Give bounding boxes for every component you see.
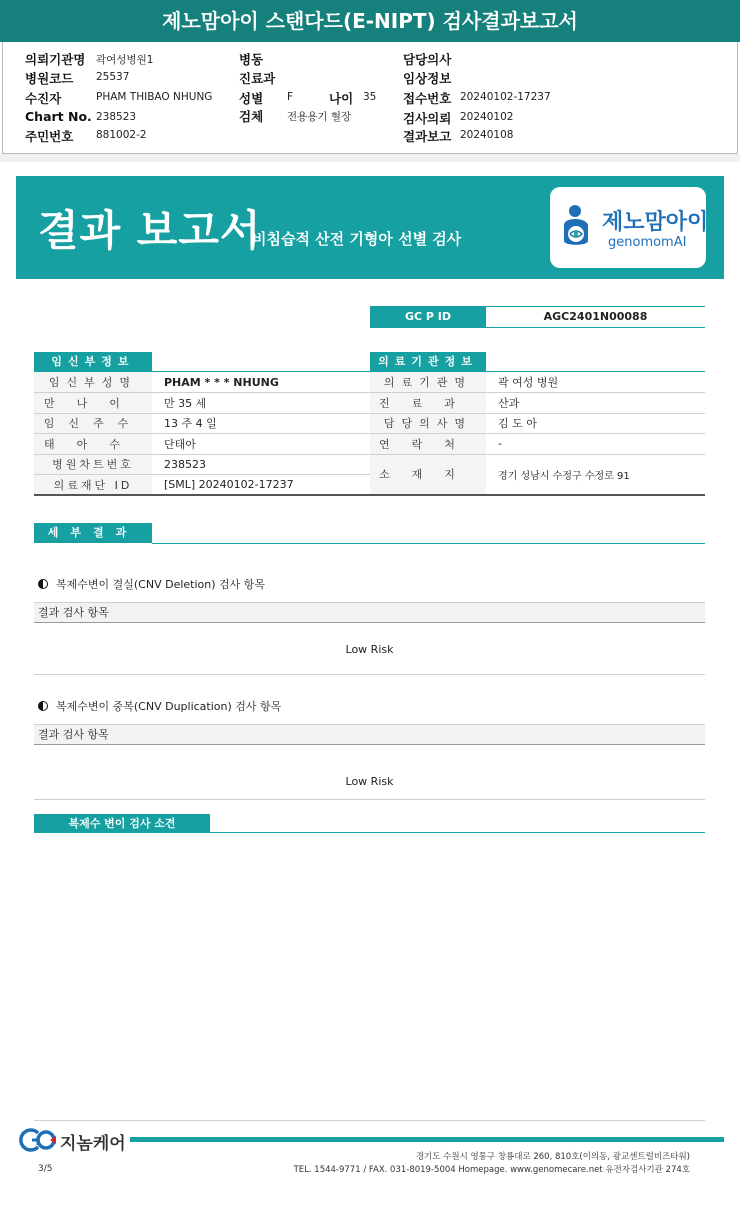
half-circle-icon <box>38 579 48 589</box>
cnv-duplication-divider <box>34 799 705 800</box>
clinical-label: 임상정보 <box>403 71 452 86</box>
footer-accent-bar <box>130 1137 724 1142</box>
age-row-value: 만 35 세 <box>152 393 370 414</box>
gestation-value: 13 주 4 일 <box>152 413 370 434</box>
genomecare-logo-icon <box>18 1127 58 1153</box>
report-title: 제노맘아이 스탠다드(E-NIPT) 검사결과보고서 <box>0 0 740 42</box>
specimen-label: 검체 <box>239 109 264 124</box>
doctor-name-label: 담당의사명 <box>370 413 486 434</box>
foundation-id-value: [SML] 20240102-17237 <box>152 475 370 496</box>
gcp-id-value: AGC2401N00088 <box>543 310 648 323</box>
hospital-code-label: 병원코드 <box>25 71 74 86</box>
dept-label: 진료과 <box>239 71 276 86</box>
table-row <box>370 393 705 414</box>
table-row <box>34 393 370 414</box>
table-row <box>370 434 705 455</box>
institution-name-value: 곽 여성 병원 <box>486 372 705 393</box>
footer-divider <box>34 1120 705 1121</box>
table-row <box>34 454 370 475</box>
pregnant-name-value: PHAM * * * NHUNG <box>152 372 370 393</box>
cnv-duplication-result: Low Risk <box>345 775 394 788</box>
half-circle-icon <box>38 701 48 711</box>
pregnancy-info-table <box>34 372 370 496</box>
summary-heading-line <box>210 832 705 833</box>
report-date-label: 결과보고 <box>403 129 452 144</box>
hospital-chart-value: 238523 <box>152 454 370 475</box>
chart-value: 238523 <box>96 111 137 123</box>
location-label: 소재지 <box>370 454 486 495</box>
cnv-deletion-header: 결과 검사 항목 <box>34 602 705 623</box>
receipt-label: 접수번호 <box>403 91 452 106</box>
institution-name-label: 의료기관명 <box>370 372 486 393</box>
sex-label: 성별 <box>239 91 264 106</box>
resident-label: 주민번호 <box>25 129 74 144</box>
table-row <box>34 413 370 434</box>
cnv-deletion-title <box>38 576 265 592</box>
table-row <box>34 475 370 496</box>
table-row <box>370 413 705 434</box>
cnv-duplication-header: 결과 검사 항목 <box>34 724 705 745</box>
table-row <box>34 434 370 455</box>
receipt-value: 20240102-17237 <box>460 91 551 103</box>
department-value: 산과 <box>486 393 705 414</box>
footer-brand: 지놈케어 <box>60 1134 126 1154</box>
footer-contact: TEL. 1544-9771 / FAX. 031-8019-5004 Homepage. www.genomecare.net 유전자검사기관 274호 <box>293 1165 690 1175</box>
cnv-duplication-title <box>38 698 281 714</box>
age-value: 35 <box>363 91 377 103</box>
hospital-value: 곽여성병원1 <box>96 54 154 66</box>
table-row <box>370 372 705 393</box>
institution-info-table <box>370 372 705 496</box>
doctor-name-value: 김 도 아 <box>486 413 705 434</box>
report-date-value: 20240108 <box>460 129 514 141</box>
hospital-label: 의뢰기관명 <box>25 52 86 67</box>
logo-korean: 제노맘아이 <box>602 210 709 235</box>
gcp-id-label: GC P ID <box>370 307 486 327</box>
banner-title: 결과 보고서 <box>38 206 262 255</box>
pregnancy-info-heading: 임신부정보 <box>34 352 152 371</box>
gcp-id-row <box>370 306 705 328</box>
chart-label: Chart No. <box>25 109 92 124</box>
specimen-value: 전용용기 혈장 <box>287 111 352 123</box>
page-number: 3/5 <box>38 1164 53 1174</box>
patient-value: PHAM THIBAO NHUNG <box>96 91 213 103</box>
contact-label: 연락처 <box>370 434 486 455</box>
contact-value: - <box>486 434 705 455</box>
cnv-deletion-result: Low Risk <box>345 643 394 656</box>
gestation-label: 임신주수 <box>34 413 152 434</box>
header-divider <box>0 154 740 162</box>
genomom-logo <box>550 187 709 268</box>
request-value: 20240102 <box>460 111 514 123</box>
cnv-summary-heading: 복제수 변이 검사 소견 <box>34 814 210 833</box>
ward-label: 병동 <box>239 52 264 67</box>
banner-subtitle: 비침습적 산전 기형아 선별 검사 <box>252 230 462 248</box>
resident-value: 881002-2 <box>96 129 147 141</box>
patient-label: 수진자 <box>25 91 62 106</box>
age-row-label: 만나이 <box>34 393 152 414</box>
fetus-count-label: 태아수 <box>34 434 152 455</box>
header-info-panel <box>2 42 738 154</box>
hospital-code-value: 25537 <box>96 71 130 83</box>
result-banner <box>16 176 724 279</box>
institution-info-heading: 의료기관정보 <box>370 352 486 371</box>
doctor-label: 담당의사 <box>403 52 452 67</box>
age-label: 나이 <box>329 91 354 106</box>
mother-baby-icon <box>558 203 600 249</box>
detail-heading-line <box>152 543 705 544</box>
cnv-deletion-title-text: 복제수변이 결실(CNV Deletion) 검사 항목 <box>56 578 266 591</box>
pregnant-name-label: 임신부성명 <box>34 372 152 393</box>
table-row <box>370 454 705 495</box>
department-label: 진료과 <box>370 393 486 414</box>
cnv-deletion-divider <box>34 674 705 675</box>
table-row <box>34 372 370 393</box>
location-value: 경기 성남시 수정구 수정로 91 <box>486 454 705 495</box>
request-label: 검사의뢰 <box>403 111 452 126</box>
detail-result-heading: 세부결과 <box>34 523 152 543</box>
foundation-id-label: 의료재단 ID <box>34 475 152 496</box>
hospital-chart-label: 병원차트번호 <box>34 454 152 475</box>
footer-address: 경기도 수원시 영통구 창룡대로 260, 810호(이의동, 광교센트럴비즈타워) <box>415 1152 690 1162</box>
logo-english: genomomAI <box>608 235 687 250</box>
cnv-duplication-title-text: 복제수변이 중복(CNV Duplication) 검사 항목 <box>56 700 282 713</box>
fetus-count-value: 단태아 <box>152 434 370 455</box>
sex-value: F <box>287 91 294 103</box>
